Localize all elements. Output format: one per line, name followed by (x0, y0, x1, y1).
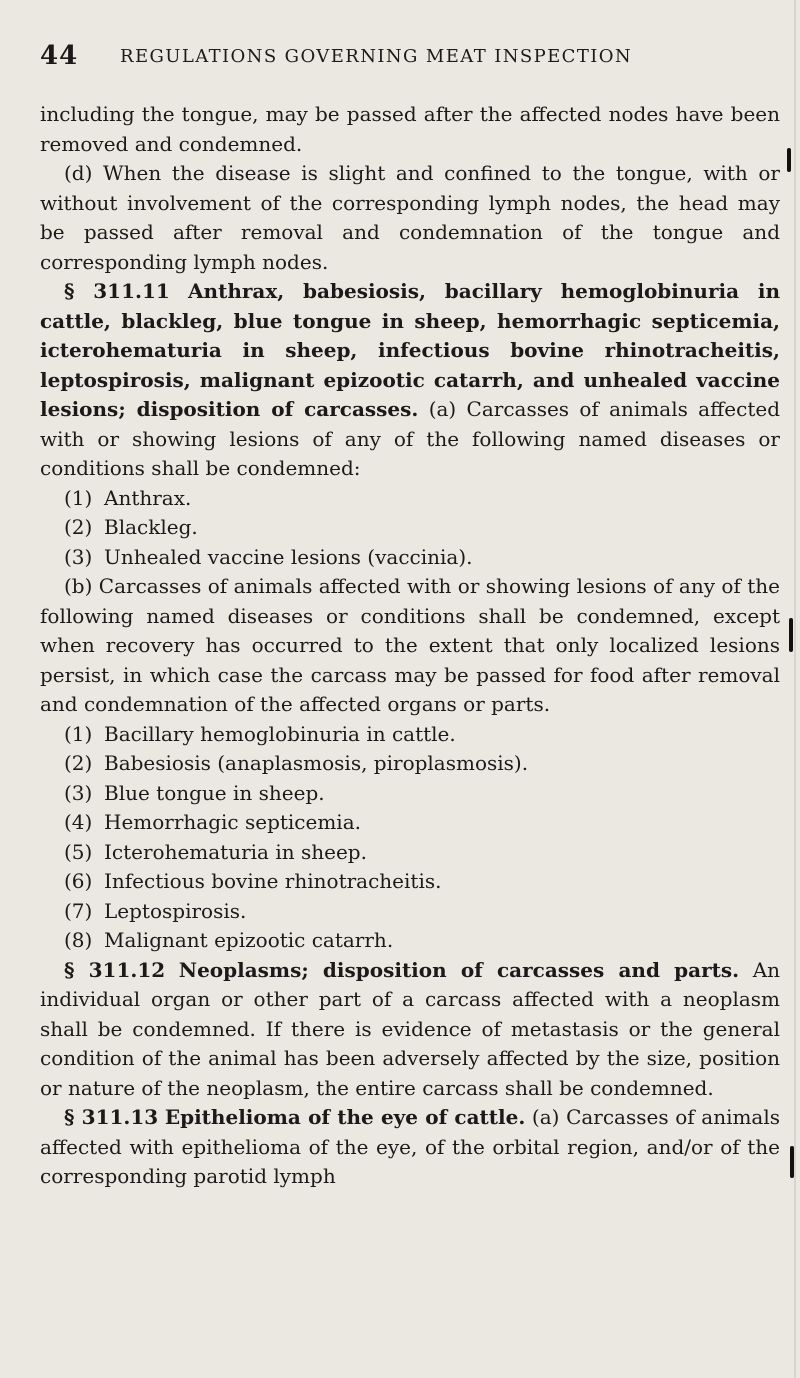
list-item (40, 484, 780, 514)
paragraph-d: (d) When the disease is slight and confined to the tongue, with or without involvement of the corresponding lymph nodes, the head may be passed after removal and condemnation of the tongue and corresponding lymph nodes. (40, 161, 780, 274)
list-item (40, 543, 780, 573)
list-item (40, 720, 780, 750)
list-text: Hemorrhagic septicemia. (104, 810, 361, 834)
continued-paragraph: including the tongue, may be passed after the affected nodes have been removed and condemned. (40, 102, 780, 156)
page-edge-shadow (794, 0, 796, 1378)
list-text: Malignant epizootic catarrh. (104, 928, 394, 952)
list-text: Leptospirosis. (104, 898, 247, 923)
section-heading: Epithelioma of the eye of cattle. (164, 1105, 526, 1129)
list-number: (3) (64, 544, 93, 569)
list-number: (7) (64, 898, 93, 923)
margin-bracket-mark (789, 618, 793, 652)
list-text: Anthrax. (104, 485, 192, 510)
list-text: Bacillary hemoglobinuria in cattle. (104, 721, 456, 746)
margin-bracket-mark (787, 148, 791, 172)
section-number: § 311.13 (64, 1105, 159, 1129)
list-number: (3) (64, 780, 93, 805)
list-item (40, 513, 780, 543)
list-text: Infectious bovine rhinotracheitis. (104, 869, 442, 893)
paragraph-b: (b) Carcasses of animals affected with or showing lesions of any of the following named diseases or conditions shall be condemned, except when recovery has occurred to the extent that only localized lesions persist, in which case the carcass may be passed for food after removal and condemnation of the affected organs or parts. (40, 574, 780, 716)
list-item (40, 779, 780, 809)
list-number: (8) (64, 928, 93, 952)
list-item (40, 749, 780, 779)
list-number: (2) (64, 515, 93, 539)
list-item (40, 897, 780, 927)
section-heading: Anthrax, babesiosis, bacillary hemoglobinuria in cattle, blackleg, blue tongue in sheep, hemorrhagic septicemia, icterohematuria in sheep, infectious bovine rhinotracheitis, leptospirosis, malignant epizootic catarrh, and unhealed vaccine lesions; disposition of carcasses. (40, 279, 780, 421)
list-number: (4) (64, 810, 93, 834)
list-text: Unhealed vaccine lesions (vaccinia). (104, 544, 473, 569)
page-number: 44 (40, 41, 79, 71)
list-item (40, 867, 780, 897)
section-311-11 (40, 277, 780, 484)
list-number: (1) (64, 485, 93, 510)
section-text: An individual organ or other part of a carcass affected with a neoplasm shall be condemned. If there is evidence of metastasis or the general condition of the animal has been adversely affected by the size, position or nature of the neoplasm, the entire carcass shall be condemned. (40, 957, 781, 1100)
section-311-13 (40, 1103, 780, 1192)
section-311-12 (40, 956, 780, 1104)
list-item (40, 926, 780, 956)
running-title: REGULATIONS GOVERNING MEAT INSPECTION (120, 45, 633, 67)
list-item (40, 808, 780, 838)
page-body (40, 100, 780, 1192)
list-number: (2) (64, 751, 93, 775)
list-number: (6) (64, 869, 93, 893)
section-heading: Neoplasms; disposition of carcasses and parts. (178, 957, 740, 982)
section-number: § 311.12 (64, 957, 166, 982)
section-text: (a) Carcasses of animals affected with or showing lesions of any of the following named diseases or conditions shall be condemned: (40, 397, 781, 480)
list-text: Babesiosis (anaplasmosis, piroplasmosis). (104, 751, 529, 775)
margin-bracket-mark (790, 1146, 794, 1178)
list-number: (1) (64, 721, 93, 746)
list-text: Blue tongue in sheep. (104, 780, 325, 805)
list-number: (5) (64, 839, 93, 864)
list-text: Blackleg. (104, 515, 198, 539)
page-header (40, 38, 780, 74)
list-item (40, 838, 780, 868)
section-number: § 311.11 (64, 279, 170, 303)
section-text: (a) Carcasses of animals affected with epithelioma of the eye, of the orbital region, and/or of the corresponding parotid lymph (40, 1105, 781, 1188)
list-text: Icterohematuria in sheep. (104, 839, 367, 864)
